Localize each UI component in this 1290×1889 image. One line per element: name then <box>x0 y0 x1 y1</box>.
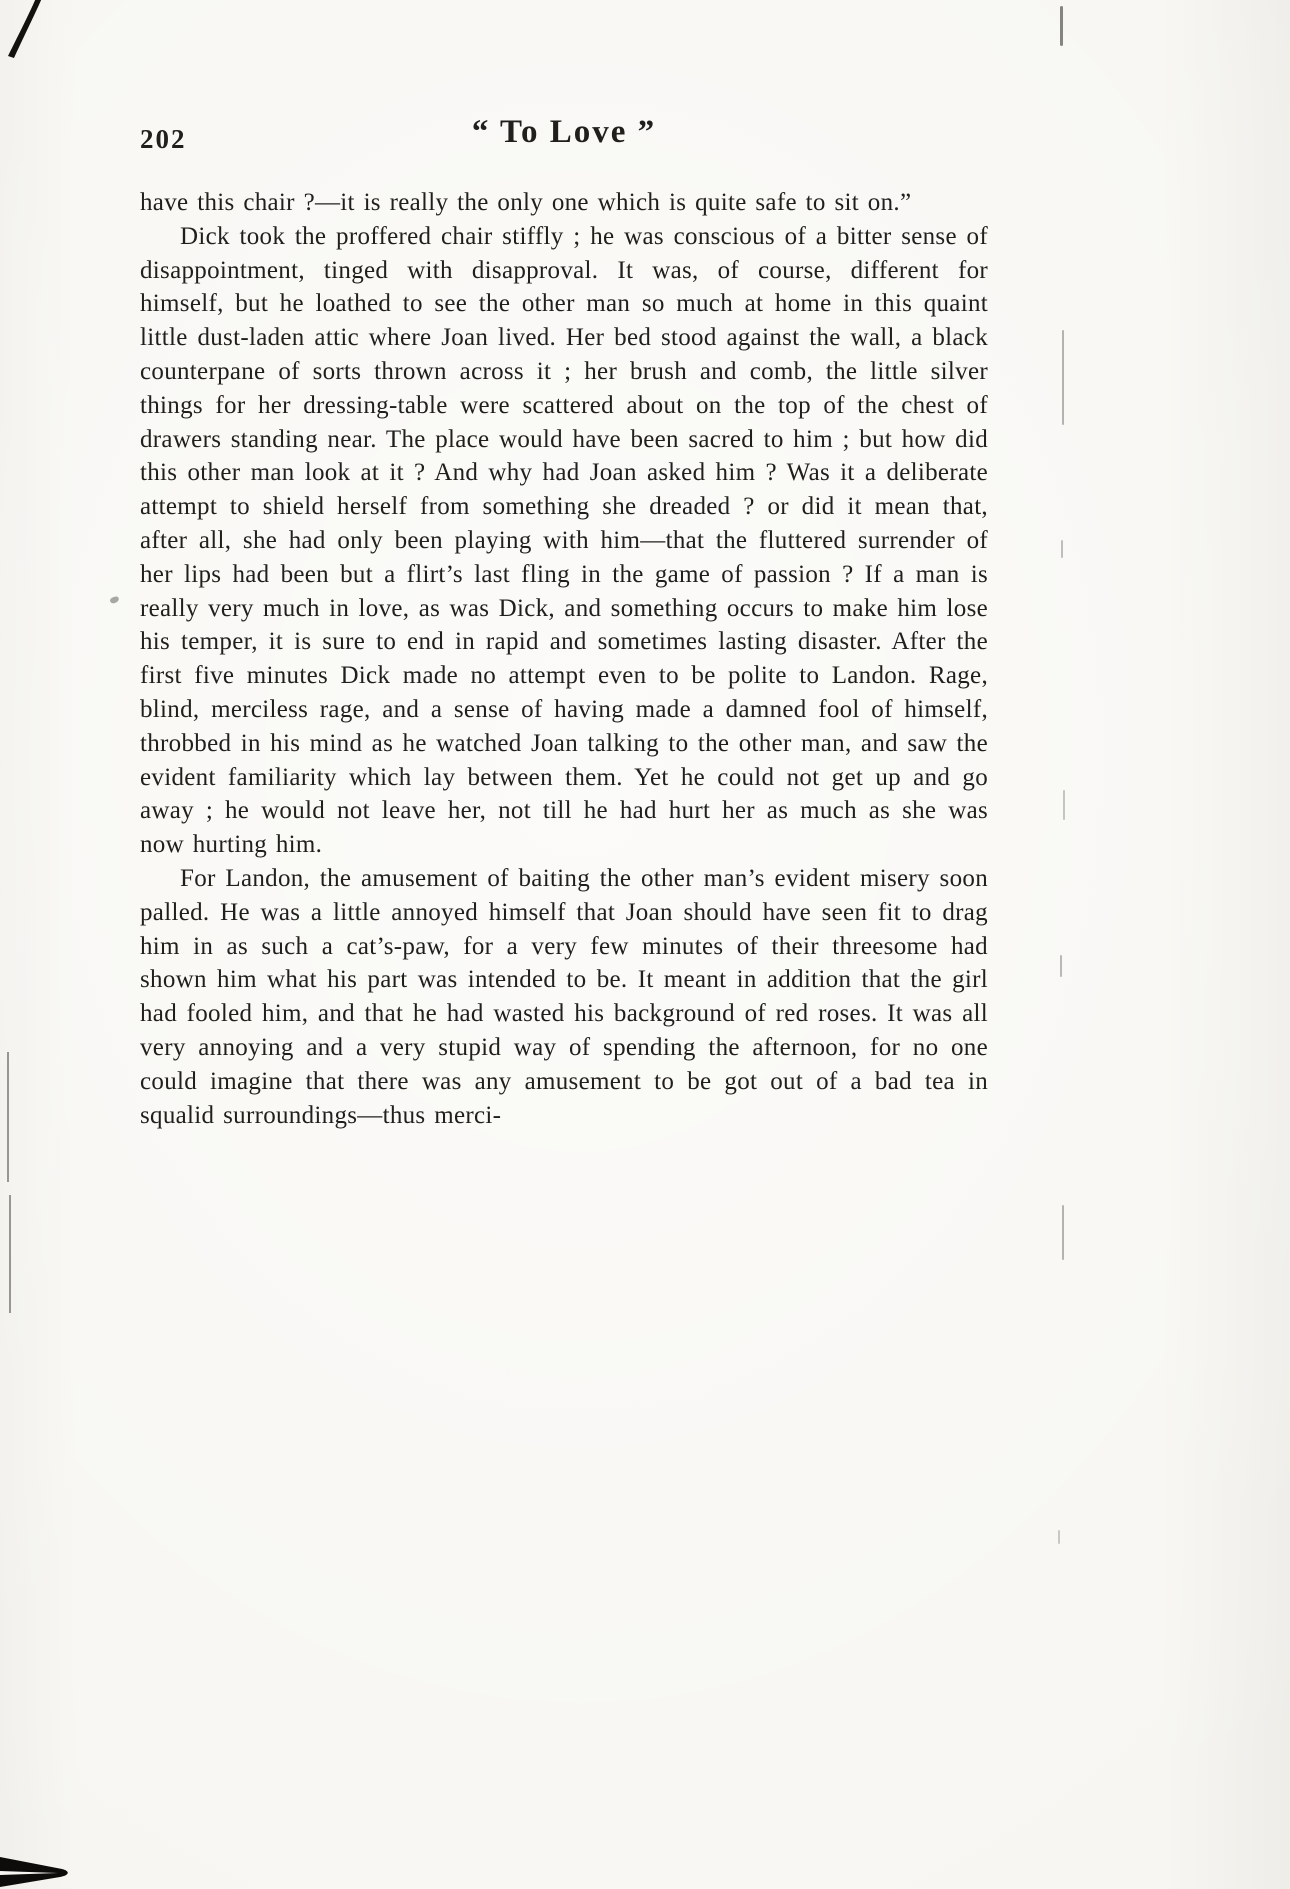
scan-edge-mark <box>1058 1530 1060 1544</box>
scan-left-line <box>7 1052 9 1182</box>
scan-edge-mark <box>1061 540 1063 558</box>
pen-stroke-artifact <box>2 0 62 68</box>
text-column <box>140 112 988 1132</box>
scan-edge-mark <box>1062 1205 1064 1260</box>
page-number: 202 <box>140 124 187 154</box>
page-body <box>140 186 988 1132</box>
scan-left-line <box>9 1195 11 1313</box>
margin-mark-artifact <box>109 596 119 604</box>
paragraph: Dick took the proffered chair stiffly ; he was conscious of a bitter sense of disappointment, tinged with disapproval. It was, of course, different for himself, but he loathed to see the other man so much at home in this quaint little dust-laden attic where Joan lived. Her bed stood against the wall, a black counterpane of sorts thrown across it ; her brush and comb, the little silver things for her dressing-table were scattered about on the top of the chest of drawers standing near. The place would have been sacred to him ; but how did this other man look at it ? And why had Joan asked him ? Was it a deliberate attempt to shield herself from something she dreaded ? or did it mean that, after all, she had only been playing with him—that the fluttered surrender of her lips had been but a flirt’s last fling in the game of passion ? If a man is really very much in love, as was Dick, and something occurs to make him lose his temper, it is sure to end in rapid and sometimes lasting disaster. After the first five minutes Dick made no attempt even to be polite to Landon. Rage, blind, merciless rage, and a sense of having made a damned fool of himself, throbbed in his mind as he watched Joan talking to the other man, and saw the evident familiarity which lay between them. Yet he could not get up and go away ; he would not leave her, not till he had hurt her as much as she was now hurting him. <box>140 222 988 859</box>
scan-edge-mark <box>1060 6 1063 46</box>
page-header <box>140 112 988 170</box>
scan-edge-mark <box>1060 955 1062 977</box>
scan-edge-mark <box>1063 790 1065 820</box>
ink-blot-artifact <box>0 1853 80 1889</box>
paragraph-continuation: have this chair ?—it is really the only one which is quite safe to sit on.” <box>140 189 912 216</box>
scan-edge-mark <box>1062 330 1064 425</box>
paragraph: For Landon, the amusement of baiting the other man’s evident misery soon palled. He was a little annoyed himself that Joan should have seen fit to drag him in as such a cat’s-paw, for a very few minutes of their threesome had shown him what his part was intended to be. It meant in addition that the girl had fooled him, and that he had wasted his background of red roses. It was all very annoying and a very stupid way of spending the afternoon, for no one could imagine that there was any amusement to be got out of a bad tea in squalid surroundings—thus merci- <box>140 864 988 1129</box>
page-title: “ To Love ” <box>471 114 657 150</box>
